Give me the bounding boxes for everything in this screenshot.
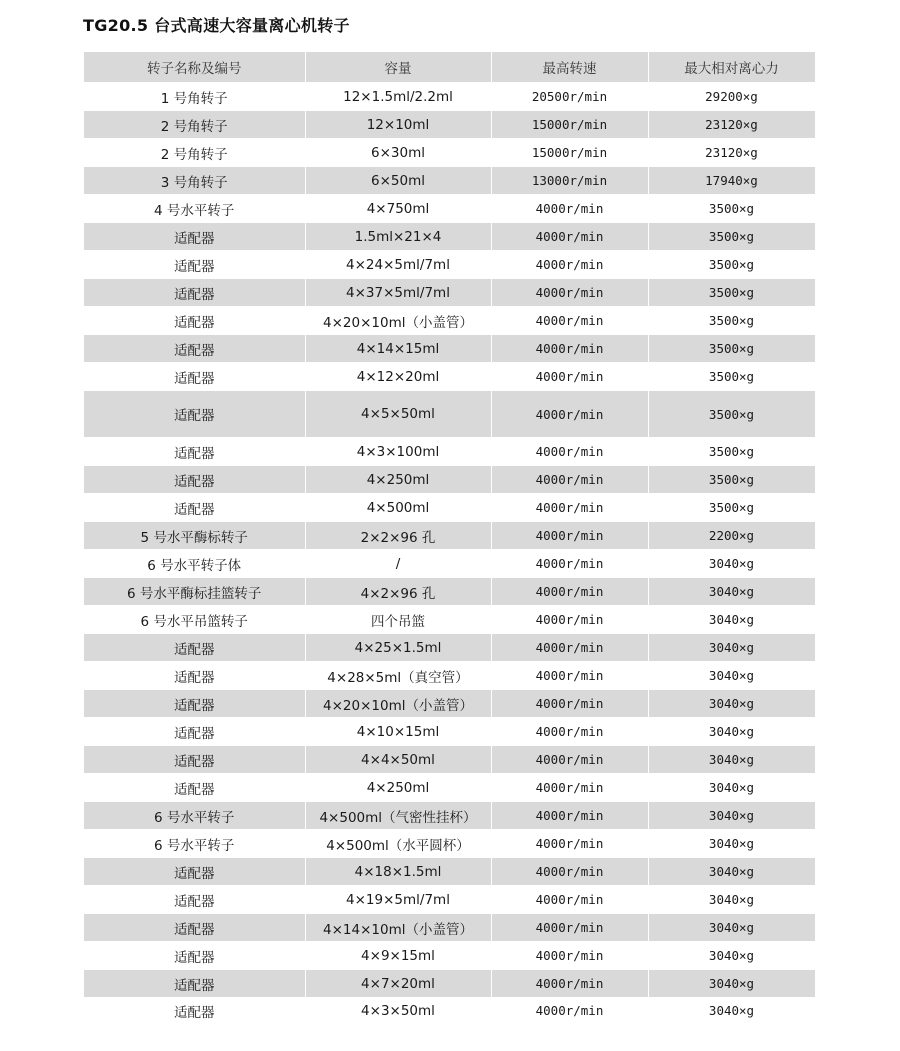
- table-body: [84, 83, 815, 1024]
- cell-max-rcf: 3040×g: [648, 942, 815, 970]
- cell-max-rcf: 3040×g: [648, 550, 815, 578]
- cell-max-rcf: 3500×g: [648, 279, 815, 307]
- cell-rotor-name: 适配器: [84, 391, 305, 438]
- table-row: [84, 746, 815, 774]
- cell-rotor-name: 适配器: [84, 942, 305, 970]
- cell-capacity: 2×2×96 孔: [305, 522, 491, 550]
- cell-capacity: 4×25×1.5ml: [305, 634, 491, 662]
- table-row: [84, 363, 815, 391]
- cell-max-speed: 15000r/min: [491, 139, 648, 167]
- header-max-rcf: 最大相对离心力: [648, 52, 815, 83]
- table-row: [84, 111, 815, 139]
- cell-capacity: 4×750ml: [305, 195, 491, 223]
- cell-capacity: 4×20×10ml（小盖管）: [305, 307, 491, 335]
- cell-max-rcf: 3040×g: [648, 998, 815, 1024]
- table-row: [84, 522, 815, 550]
- cell-capacity: 6×30ml: [305, 139, 491, 167]
- cell-capacity: 4×5×50ml: [305, 391, 491, 438]
- cell-max-rcf: 3040×g: [648, 830, 815, 858]
- table-row: [84, 195, 815, 223]
- cell-max-rcf: 3500×g: [648, 466, 815, 494]
- cell-rotor-name: 适配器: [84, 634, 305, 662]
- cell-max-rcf: 3040×g: [648, 970, 815, 998]
- table-row: [84, 307, 815, 335]
- cell-capacity: 4×9×15ml: [305, 942, 491, 970]
- table-row: [84, 438, 815, 466]
- cell-rotor-name: 6 号水平转子: [84, 830, 305, 858]
- cell-capacity: 4×10×15ml: [305, 718, 491, 746]
- cell-rotor-name: 5 号水平酶标转子: [84, 522, 305, 550]
- cell-max-speed: 4000r/min: [491, 914, 648, 942]
- cell-capacity: /: [305, 550, 491, 578]
- cell-max-rcf: 3500×g: [648, 335, 815, 363]
- cell-rotor-name: 适配器: [84, 223, 305, 251]
- cell-max-speed: 4000r/min: [491, 886, 648, 914]
- cell-max-rcf: 3040×g: [648, 774, 815, 802]
- cell-rotor-name: 适配器: [84, 251, 305, 279]
- cell-max-rcf: 3040×g: [648, 886, 815, 914]
- table-row: [84, 279, 815, 307]
- cell-max-speed: 4000r/min: [491, 690, 648, 718]
- cell-capacity: 4×28×5ml（真空管）: [305, 662, 491, 690]
- cell-max-rcf: 3040×g: [648, 802, 815, 830]
- table-row: [84, 578, 815, 606]
- cell-max-rcf: 3500×g: [648, 438, 815, 466]
- cell-max-speed: 4000r/min: [491, 466, 648, 494]
- cell-capacity: 4×3×50ml: [305, 998, 491, 1024]
- cell-capacity: 12×10ml: [305, 111, 491, 139]
- table-row: [84, 223, 815, 251]
- cell-capacity: 12×1.5ml/2.2ml: [305, 83, 491, 111]
- cell-max-speed: 4000r/min: [491, 391, 648, 438]
- cell-max-speed: 4000r/min: [491, 363, 648, 391]
- cell-max-speed: 4000r/min: [491, 606, 648, 634]
- cell-rotor-name: 适配器: [84, 307, 305, 335]
- table-row: [84, 942, 815, 970]
- cell-max-rcf: 3500×g: [648, 223, 815, 251]
- cell-rotor-name: 适配器: [84, 662, 305, 690]
- cell-rotor-name: 适配器: [84, 998, 305, 1024]
- cell-rotor-name: 3 号角转子: [84, 167, 305, 195]
- table-row: [84, 662, 815, 690]
- cell-max-rcf: 3040×g: [648, 662, 815, 690]
- cell-rotor-name: 1 号角转子: [84, 83, 305, 111]
- table-row: [84, 167, 815, 195]
- cell-capacity: 4×2×96 孔: [305, 578, 491, 606]
- cell-max-speed: 4000r/min: [491, 223, 648, 251]
- cell-max-rcf: 2200×g: [648, 522, 815, 550]
- cell-max-rcf: 3500×g: [648, 391, 815, 438]
- cell-rotor-name: 2 号角转子: [84, 139, 305, 167]
- table-row: [84, 391, 815, 438]
- table-row: [84, 718, 815, 746]
- cell-max-speed: 4000r/min: [491, 662, 648, 690]
- table-row: [84, 606, 815, 634]
- cell-max-speed: 4000r/min: [491, 802, 648, 830]
- cell-rotor-name: 6 号水平酶标挂篮转子: [84, 578, 305, 606]
- cell-max-speed: 15000r/min: [491, 111, 648, 139]
- cell-rotor-name: 适配器: [84, 858, 305, 886]
- cell-max-speed: 4000r/min: [491, 522, 648, 550]
- cell-max-speed: 4000r/min: [491, 335, 648, 363]
- cell-max-rcf: 3040×g: [648, 578, 815, 606]
- cell-capacity: 4×250ml: [305, 774, 491, 802]
- cell-rotor-name: 适配器: [84, 886, 305, 914]
- cell-max-speed: 4000r/min: [491, 550, 648, 578]
- cell-capacity: 4×12×20ml: [305, 363, 491, 391]
- cell-max-rcf: 23120×g: [648, 111, 815, 139]
- cell-max-speed: 4000r/min: [491, 279, 648, 307]
- cell-max-rcf: 3040×g: [648, 634, 815, 662]
- cell-rotor-name: 适配器: [84, 970, 305, 998]
- table-row: [84, 335, 815, 363]
- cell-max-rcf: 3500×g: [648, 363, 815, 391]
- cell-capacity: 4×7×20ml: [305, 970, 491, 998]
- cell-capacity: 6×50ml: [305, 167, 491, 195]
- cell-max-speed: 4000r/min: [491, 858, 648, 886]
- cell-capacity: 4×18×1.5ml: [305, 858, 491, 886]
- cell-max-speed: 4000r/min: [491, 494, 648, 522]
- cell-capacity: 4×37×5ml/7ml: [305, 279, 491, 307]
- cell-capacity: 4×250ml: [305, 466, 491, 494]
- document-title: TG20.5 台式高速大容量离心机转子: [83, 16, 350, 35]
- cell-max-speed: 4000r/min: [491, 195, 648, 223]
- cell-capacity: 4×14×15ml: [305, 335, 491, 363]
- cell-rotor-name: 6 号水平转子体: [84, 550, 305, 578]
- cell-max-speed: 4000r/min: [491, 998, 648, 1024]
- cell-rotor-name: 适配器: [84, 363, 305, 391]
- cell-capacity: 4×500ml: [305, 494, 491, 522]
- table-row: [84, 550, 815, 578]
- cell-capacity: 四个吊篮: [305, 606, 491, 634]
- cell-rotor-name: 适配器: [84, 335, 305, 363]
- cell-rotor-name: 适配器: [84, 774, 305, 802]
- cell-max-rcf: 3500×g: [648, 494, 815, 522]
- rotor-spec-table: [84, 52, 816, 1024]
- cell-max-speed: 13000r/min: [491, 167, 648, 195]
- cell-rotor-name: 适配器: [84, 718, 305, 746]
- cell-capacity: 4×24×5ml/7ml: [305, 251, 491, 279]
- cell-max-rcf: 29200×g: [648, 83, 815, 111]
- cell-max-speed: 4000r/min: [491, 578, 648, 606]
- cell-rotor-name: 适配器: [84, 746, 305, 774]
- cell-max-rcf: 3040×g: [648, 914, 815, 942]
- cell-max-rcf: 3500×g: [648, 251, 815, 279]
- cell-max-speed: 4000r/min: [491, 774, 648, 802]
- cell-capacity: 4×14×10ml（小盖管）: [305, 914, 491, 942]
- cell-max-rcf: 3500×g: [648, 195, 815, 223]
- cell-max-speed: 4000r/min: [491, 251, 648, 279]
- cell-max-speed: 20500r/min: [491, 83, 648, 111]
- cell-max-rcf: 3040×g: [648, 858, 815, 886]
- cell-max-speed: 4000r/min: [491, 634, 648, 662]
- table-row: [84, 139, 815, 167]
- table-row: [84, 886, 815, 914]
- header-capacity: 容量: [305, 52, 491, 83]
- table-row: [84, 858, 815, 886]
- table-row: [84, 634, 815, 662]
- table-header-row: [84, 52, 815, 83]
- cell-capacity: 4×500ml（气密性挂杯）: [305, 802, 491, 830]
- cell-capacity: 4×4×50ml: [305, 746, 491, 774]
- cell-max-rcf: 3500×g: [648, 307, 815, 335]
- cell-capacity: 4×19×5ml/7ml: [305, 886, 491, 914]
- cell-rotor-name: 适配器: [84, 494, 305, 522]
- cell-max-rcf: 23120×g: [648, 139, 815, 167]
- table-row: [84, 802, 815, 830]
- cell-max-rcf: 3040×g: [648, 718, 815, 746]
- table-row: [84, 466, 815, 494]
- cell-rotor-name: 6 号水平吊篮转子: [84, 606, 305, 634]
- cell-rotor-name: 适配器: [84, 279, 305, 307]
- cell-max-speed: 4000r/min: [491, 830, 648, 858]
- table-row: [84, 914, 815, 942]
- cell-rotor-name: 6 号水平转子: [84, 802, 305, 830]
- table-row: [84, 970, 815, 998]
- table-row: [84, 494, 815, 522]
- table-row: [84, 83, 815, 111]
- cell-max-speed: 4000r/min: [491, 746, 648, 774]
- header-rotor-name: 转子名称及编号: [84, 52, 305, 83]
- cell-rotor-name: 适配器: [84, 466, 305, 494]
- cell-rotor-name: 适配器: [84, 914, 305, 942]
- table-row: [84, 830, 815, 858]
- cell-max-speed: 4000r/min: [491, 438, 648, 466]
- cell-capacity: 1.5ml×21×4: [305, 223, 491, 251]
- cell-rotor-name: 适配器: [84, 438, 305, 466]
- cell-max-speed: 4000r/min: [491, 307, 648, 335]
- table-row: [84, 251, 815, 279]
- cell-max-rcf: 17940×g: [648, 167, 815, 195]
- cell-rotor-name: 4 号水平转子: [84, 195, 305, 223]
- cell-max-speed: 4000r/min: [491, 970, 648, 998]
- table-row: [84, 998, 815, 1024]
- cell-rotor-name: 适配器: [84, 690, 305, 718]
- header-max-speed: 最高转速: [491, 52, 648, 83]
- table-row: [84, 774, 815, 802]
- cell-max-rcf: 3040×g: [648, 746, 815, 774]
- cell-capacity: 4×500ml（水平圆杯）: [305, 830, 491, 858]
- cell-capacity: 4×3×100ml: [305, 438, 491, 466]
- cell-rotor-name: 2 号角转子: [84, 111, 305, 139]
- cell-max-speed: 4000r/min: [491, 942, 648, 970]
- cell-capacity: 4×20×10ml（小盖管）: [305, 690, 491, 718]
- cell-max-speed: 4000r/min: [491, 718, 648, 746]
- cell-max-rcf: 3040×g: [648, 690, 815, 718]
- cell-max-rcf: 3040×g: [648, 606, 815, 634]
- table-row: [84, 690, 815, 718]
